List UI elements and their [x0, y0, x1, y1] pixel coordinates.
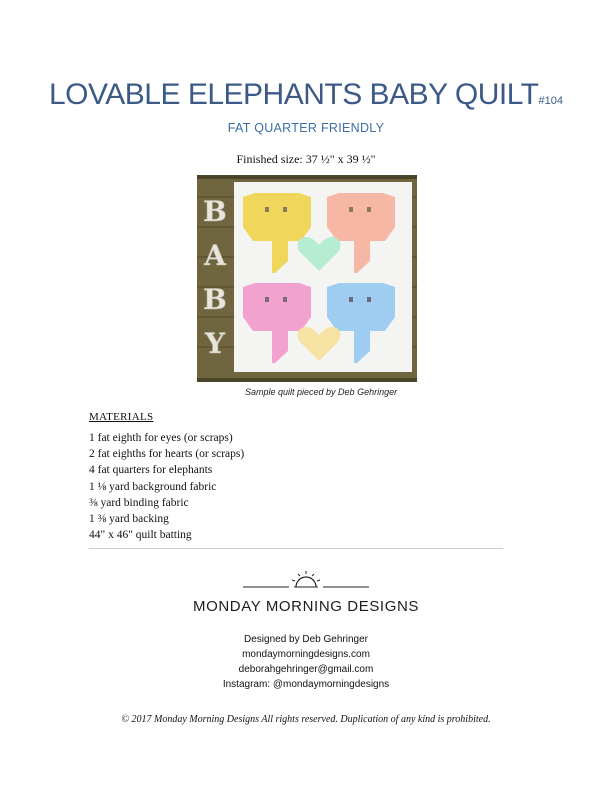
instagram-handle[interactable]: Instagram: @mondaymorningdesigns [222, 679, 390, 690]
pattern-number: #104 [538, 95, 563, 107]
finished-size: Finished size: 37 ½" x 39 ½" [236, 152, 376, 166]
rising-sun-icon [243, 570, 369, 590]
baby-letter-b1: B [203, 195, 227, 228]
photo-caption: Sample quilt pieced by Deb Gehringer [245, 387, 398, 397]
title-row [0, 78, 612, 112]
copyright-notice: © 2017 Monday Morning Designs All rights reserved. Duplication of any kind is prohibited. [121, 714, 491, 725]
quilt-illustration [197, 175, 417, 382]
baby-letter-a: A [204, 239, 226, 272]
page-title: LOVABLE ELEPHANTS BABY QUILT [48, 78, 539, 111]
section-divider [89, 548, 503, 549]
materials-heading: MATERIALS [89, 411, 154, 423]
subtitle: FAT QUARTER FRIENDLY [227, 121, 385, 135]
baby-letter-b2: B [203, 283, 227, 316]
materials-item: 1 ⅜ yard backing [89, 513, 169, 526]
materials-item: 1 fat eighth for eyes (or scraps) [89, 432, 233, 444]
company-name: MONDAY MORNING DESIGNS [193, 598, 419, 615]
materials-item: 4 fat quarters for elephants [89, 464, 213, 477]
materials-item: ⅜ yard binding fabric [89, 496, 189, 509]
materials-item: 2 fat eighths for hearts (or scraps) [89, 448, 245, 461]
contact-block [0, 632, 612, 692]
designer-credit: Designed by Deb Gehringer [244, 634, 368, 645]
baby-letter-y: Y [205, 327, 225, 360]
email-link[interactable]: deborahgehringer@gmail.com [238, 664, 374, 675]
materials-list [89, 430, 244, 543]
materials-item: 1 ⅛ yard background fabric [89, 480, 217, 493]
quilt-photo [197, 175, 417, 382]
materials-item: 44" x 46" quilt batting [89, 529, 192, 542]
website-link[interactable]: mondaymorningdesigns.com [242, 649, 370, 660]
